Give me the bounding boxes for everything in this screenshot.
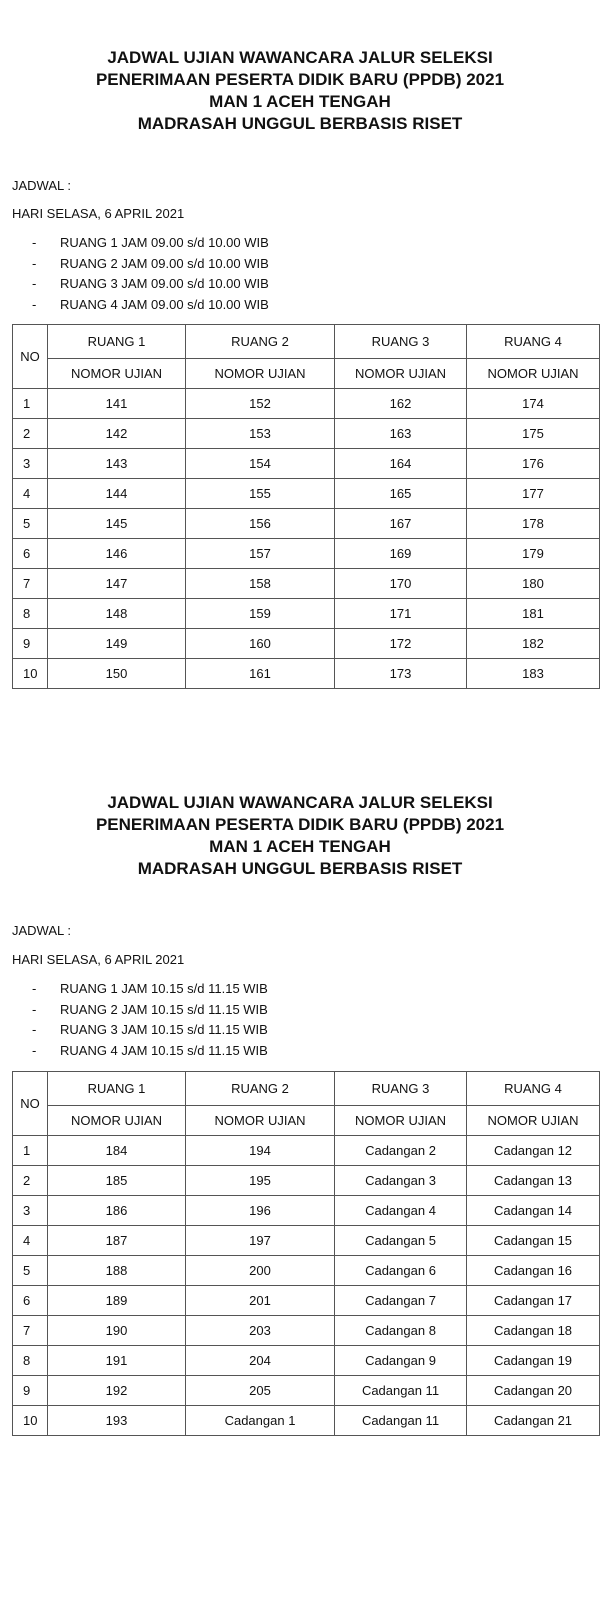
row-number: 8 <box>13 1346 48 1376</box>
document-title <box>0 47 600 135</box>
table-row <box>13 659 600 689</box>
room-schedule-item <box>32 979 268 1000</box>
row-number: 6 <box>13 1286 48 1316</box>
bullet-dash: - <box>32 1042 37 1058</box>
bullet-dash: - <box>32 255 37 271</box>
exam-number-cell: 191 <box>48 1346 186 1376</box>
row-number: 5 <box>13 509 48 539</box>
exam-number-header: NOMOR UJIAN <box>467 1106 600 1136</box>
exam-number-cell: Cadangan 6 <box>335 1256 467 1286</box>
exam-number-cell: 173 <box>335 659 467 689</box>
exam-number-cell: 194 <box>186 1136 335 1166</box>
schedule-section-2 <box>0 745 600 1505</box>
exam-number-cell: Cadangan 9 <box>335 1346 467 1376</box>
schedule-text: RUANG 2 JAM 09.00 s/d 10.00 WIB <box>60 255 269 271</box>
row-number: 8 <box>13 599 48 629</box>
exam-number-cell: 177 <box>467 479 600 509</box>
bullet-dash: - <box>32 1001 37 1017</box>
exam-number-cell: 186 <box>48 1196 186 1226</box>
table-row <box>13 629 600 659</box>
table-row <box>13 569 600 599</box>
schedule-day: HARI SELASA, 6 APRIL 2021 <box>12 206 185 221</box>
exam-number-cell: Cadangan 11 <box>335 1376 467 1406</box>
exam-number-cell: 181 <box>467 599 600 629</box>
room-schedule-item <box>32 1020 268 1041</box>
table-row <box>13 389 600 419</box>
schedule-text: RUANG 4 JAM 10.15 s/d 11.15 WIB <box>60 1042 268 1058</box>
table-row <box>13 509 600 539</box>
title-line: PENERIMAAN PESERTA DIDIK BARU (PPDB) 2021 <box>95 815 505 834</box>
row-number: 3 <box>13 449 48 479</box>
table-row <box>13 1346 600 1376</box>
room-schedule-list <box>32 233 269 315</box>
schedule-text: RUANG 1 JAM 10.15 s/d 11.15 WIB <box>60 981 268 996</box>
exam-number-cell: 160 <box>186 629 335 659</box>
no-header: NO <box>13 1072 48 1136</box>
exam-number-header: NOMOR UJIAN <box>467 359 600 389</box>
bullet-dash: - <box>32 235 37 250</box>
exam-number-cell: 178 <box>467 509 600 539</box>
exam-number-header: NOMOR UJIAN <box>186 359 335 389</box>
room-header: RUANG 1 <box>48 1072 186 1106</box>
exam-number-cell: 158 <box>186 569 335 599</box>
title-line: MAN 1 ACEH TENGAH <box>209 837 391 856</box>
exam-number-header: NOMOR UJIAN <box>48 359 186 389</box>
room-schedule-list <box>32 979 268 1061</box>
table-row <box>13 1376 600 1406</box>
exam-number-cell: 179 <box>467 539 600 569</box>
bullet-dash: - <box>32 1022 37 1037</box>
exam-number-cell: 185 <box>48 1166 186 1196</box>
room-schedule-item <box>32 274 269 295</box>
exam-number-cell: Cadangan 21 <box>467 1406 600 1436</box>
exam-number-cell: Cadangan 7 <box>335 1286 467 1316</box>
exam-number-cell: 163 <box>335 419 467 449</box>
table-row <box>13 1226 600 1256</box>
exam-number-cell: 162 <box>335 389 467 419</box>
subheader-row <box>13 1106 600 1136</box>
exam-number-cell: 195 <box>186 1166 335 1196</box>
exam-number-cell: Cadangan 4 <box>335 1196 467 1226</box>
row-number: 1 <box>13 1136 48 1166</box>
exam-number-cell: Cadangan 19 <box>467 1346 600 1376</box>
exam-number-cell: Cadangan 18 <box>467 1316 600 1346</box>
no-header: NO <box>13 325 48 389</box>
schedule-day: HARI SELASA, 6 APRIL 2021 <box>12 952 185 967</box>
header-row <box>13 1072 600 1106</box>
row-number: 7 <box>13 1316 48 1346</box>
table-row <box>13 1166 600 1196</box>
title-line: MADRASAH UNGGUL BERBASIS RISET <box>137 859 463 878</box>
exam-number-cell: 142 <box>48 419 186 449</box>
schedule-text: RUANG 3 JAM 09.00 s/d 10.00 WIB <box>60 276 269 291</box>
row-number: 4 <box>13 1226 48 1256</box>
table-row <box>13 599 600 629</box>
room-schedule-item <box>32 295 269 316</box>
room-schedule-item <box>32 1041 268 1062</box>
document-title <box>0 792 600 880</box>
exam-number-header: NOMOR UJIAN <box>186 1106 335 1136</box>
bullet-dash: - <box>32 296 37 312</box>
table-row <box>13 1256 600 1286</box>
table-row <box>13 419 600 449</box>
exam-number-cell: 176 <box>467 449 600 479</box>
exam-number-cell: 187 <box>48 1226 186 1256</box>
bullet-dash: - <box>32 981 37 996</box>
exam-number-cell: Cadangan 17 <box>467 1286 600 1316</box>
table-row <box>13 539 600 569</box>
jadwal-label: JADWAL : <box>12 923 71 938</box>
exam-number-cell: 196 <box>186 1196 335 1226</box>
row-number: 6 <box>13 539 48 569</box>
room-header: RUANG 4 <box>467 325 600 359</box>
exam-number-cell: 157 <box>186 539 335 569</box>
exam-number-cell: 190 <box>48 1316 186 1346</box>
room-schedule-item <box>32 254 269 275</box>
row-number: 7 <box>13 569 48 599</box>
title-line: MAN 1 ACEH TENGAH <box>209 92 391 111</box>
table-row <box>13 1406 600 1436</box>
exam-number-cell: 183 <box>467 659 600 689</box>
exam-number-cell: 201 <box>186 1286 335 1316</box>
room-header: RUANG 2 <box>186 325 335 359</box>
exam-number-cell: Cadangan 3 <box>335 1166 467 1196</box>
exam-number-cell: 159 <box>186 599 335 629</box>
schedule-section-1 <box>0 0 600 760</box>
exam-number-cell: 169 <box>335 539 467 569</box>
schedule-text: RUANG 3 JAM 10.15 s/d 11.15 WIB <box>60 1022 268 1037</box>
exam-number-cell: Cadangan 20 <box>467 1376 600 1406</box>
row-number: 9 <box>13 629 48 659</box>
exam-number-cell: 153 <box>186 419 335 449</box>
exam-number-cell: 188 <box>48 1256 186 1286</box>
schedule-text: RUANG 2 JAM 10.15 s/d 11.15 WIB <box>60 1001 268 1017</box>
exam-number-cell: Cadangan 16 <box>467 1256 600 1286</box>
row-number: 1 <box>13 389 48 419</box>
exam-number-cell: Cadangan 8 <box>335 1316 467 1346</box>
exam-number-cell: 152 <box>186 389 335 419</box>
exam-number-cell: 141 <box>48 389 186 419</box>
row-number: 2 <box>13 1166 48 1196</box>
exam-number-cell: 161 <box>186 659 335 689</box>
exam-number-cell: Cadangan 15 <box>467 1226 600 1256</box>
exam-number-cell: 148 <box>48 599 186 629</box>
exam-number-cell: Cadangan 2 <box>335 1136 467 1166</box>
exam-number-cell: 146 <box>48 539 186 569</box>
exam-number-cell: 172 <box>335 629 467 659</box>
exam-number-cell: 145 <box>48 509 186 539</box>
schedule-text: RUANG 4 JAM 09.00 s/d 10.00 WIB <box>60 296 269 312</box>
table-row <box>13 1316 600 1346</box>
room-schedule-item <box>32 233 269 254</box>
room-header: RUANG 2 <box>186 1072 335 1106</box>
exam-number-cell: Cadangan 12 <box>467 1136 600 1166</box>
exam-number-header: NOMOR UJIAN <box>335 359 467 389</box>
row-number: 5 <box>13 1256 48 1286</box>
room-header: RUANG 4 <box>467 1072 600 1106</box>
room-header: RUANG 3 <box>335 325 467 359</box>
exam-number-header: NOMOR UJIAN <box>335 1106 467 1136</box>
exam-number-cell: 203 <box>186 1316 335 1346</box>
exam-number-cell: 180 <box>467 569 600 599</box>
row-number: 3 <box>13 1196 48 1226</box>
exam-number-cell: 167 <box>335 509 467 539</box>
subheader-row <box>13 359 600 389</box>
room-header: RUANG 1 <box>48 325 186 359</box>
row-number: 4 <box>13 479 48 509</box>
table-row <box>13 449 600 479</box>
exam-number-cell: 149 <box>48 629 186 659</box>
exam-number-table <box>12 324 600 689</box>
exam-number-cell: Cadangan 14 <box>467 1196 600 1226</box>
exam-number-cell: 171 <box>335 599 467 629</box>
exam-number-cell: 147 <box>48 569 186 599</box>
table-row <box>13 1196 600 1226</box>
exam-number-cell: 184 <box>48 1136 186 1166</box>
table-row <box>13 1136 600 1166</box>
bullet-dash: - <box>32 276 37 291</box>
exam-number-cell: 155 <box>186 479 335 509</box>
exam-number-cell: 170 <box>335 569 467 599</box>
exam-number-header: NOMOR UJIAN <box>48 1106 186 1136</box>
exam-number-cell: 154 <box>186 449 335 479</box>
exam-number-cell: Cadangan 1 <box>186 1406 335 1436</box>
table-row <box>13 1286 600 1316</box>
title-line: JADWAL UJIAN WAWANCARA JALUR SELEKSI <box>107 793 493 812</box>
table-row <box>13 479 600 509</box>
row-number: 2 <box>13 419 48 449</box>
exam-number-cell: 164 <box>335 449 467 479</box>
exam-number-cell: Cadangan 11 <box>335 1406 467 1436</box>
exam-number-cell: Cadangan 13 <box>467 1166 600 1196</box>
schedule-text: RUANG 1 JAM 09.00 s/d 10.00 WIB <box>60 235 269 250</box>
jadwal-label: JADWAL : <box>12 178 71 193</box>
room-schedule-item <box>32 1000 268 1021</box>
exam-number-cell: Cadangan 5 <box>335 1226 467 1256</box>
room-header: RUANG 3 <box>335 1072 467 1106</box>
exam-number-cell: 143 <box>48 449 186 479</box>
row-number: 10 <box>13 1406 48 1436</box>
exam-number-cell: 205 <box>186 1376 335 1406</box>
row-number: 9 <box>13 1376 48 1406</box>
header-row <box>13 325 600 359</box>
exam-number-cell: 193 <box>48 1406 186 1436</box>
exam-number-cell: 182 <box>467 629 600 659</box>
row-number: 10 <box>13 659 48 689</box>
title-line: JADWAL UJIAN WAWANCARA JALUR SELEKSI <box>107 48 493 67</box>
title-line: MADRASAH UNGGUL BERBASIS RISET <box>137 114 463 133</box>
exam-number-cell: 204 <box>186 1346 335 1376</box>
exam-number-table <box>12 1071 600 1436</box>
exam-number-cell: 192 <box>48 1376 186 1406</box>
exam-number-cell: 165 <box>335 479 467 509</box>
exam-number-cell: 189 <box>48 1286 186 1316</box>
exam-number-cell: 150 <box>48 659 186 689</box>
exam-number-cell: 156 <box>186 509 335 539</box>
exam-number-cell: 144 <box>48 479 186 509</box>
exam-number-cell: 175 <box>467 419 600 449</box>
exam-number-cell: 197 <box>186 1226 335 1256</box>
exam-number-cell: 200 <box>186 1256 335 1286</box>
title-line: PENERIMAAN PESERTA DIDIK BARU (PPDB) 2021 <box>95 70 505 89</box>
exam-number-cell: 174 <box>467 389 600 419</box>
